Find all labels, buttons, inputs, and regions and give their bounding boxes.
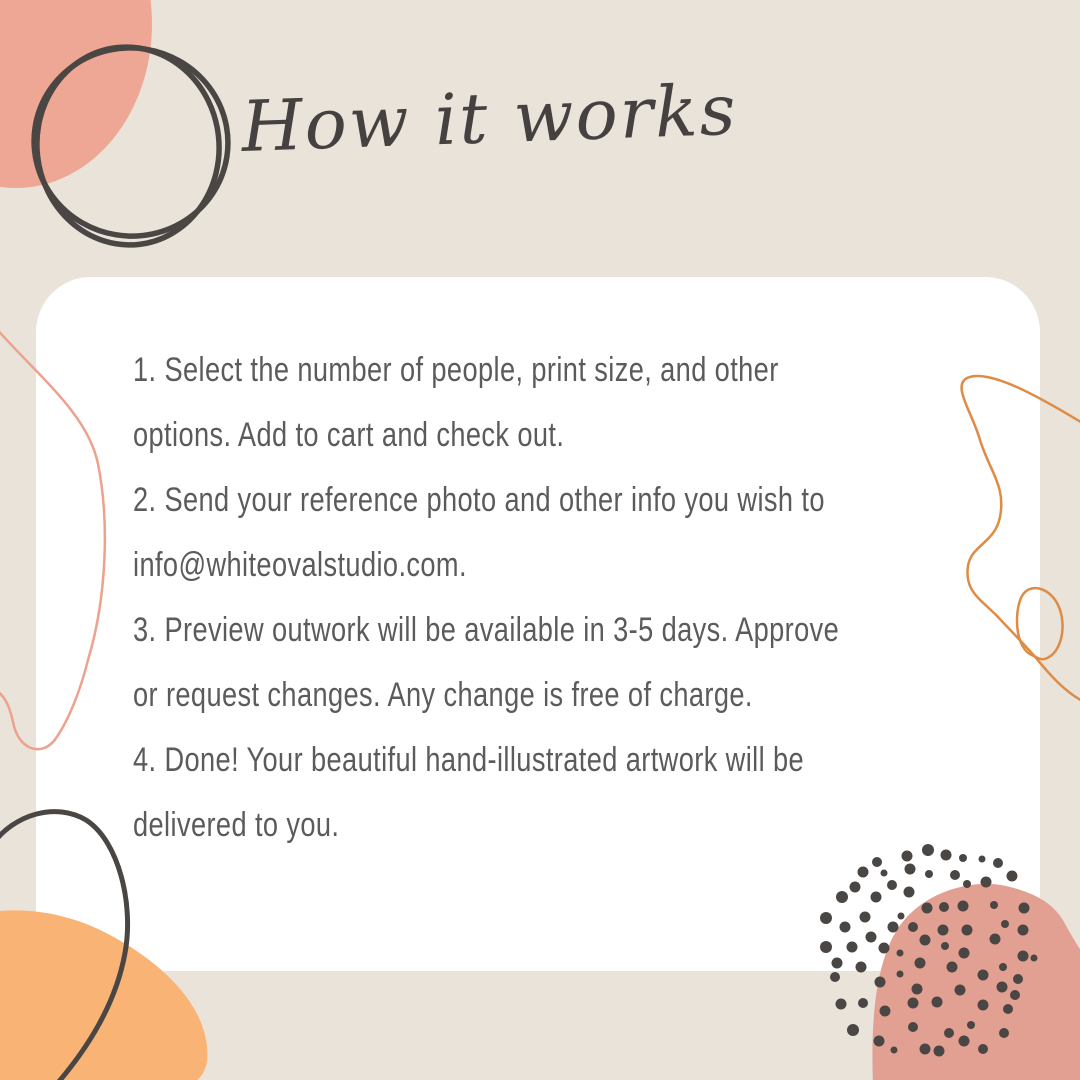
step-line: info@whiteovalstudio.com.: [133, 546, 467, 584]
step-line: 1. Select the number of people, print size, and other: [133, 351, 779, 389]
step-item-2: [133, 468, 1040, 598]
step-line: delivered to you.: [133, 806, 340, 844]
step-item-4: [133, 728, 1040, 858]
step-item-1: [133, 338, 1040, 468]
step-line: 3. Preview outwork will be available in 3-5 days. Approve: [133, 611, 840, 649]
page-title: How it works: [240, 68, 739, 168]
content-card: [36, 277, 1040, 971]
step-line: or request changes. Any change is free of charge.: [133, 676, 753, 714]
step-line: 2. Send your reference photo and other info you wish to: [133, 481, 825, 519]
blush-blob-top-left: [0, 0, 152, 188]
step-line: 4. Done! Your beautiful hand-illustrated artwork will be: [133, 741, 805, 779]
step-line: options. Add to cart and check out.: [133, 416, 565, 454]
step-item-3: [133, 598, 1040, 728]
steps-list: [36, 277, 1040, 858]
